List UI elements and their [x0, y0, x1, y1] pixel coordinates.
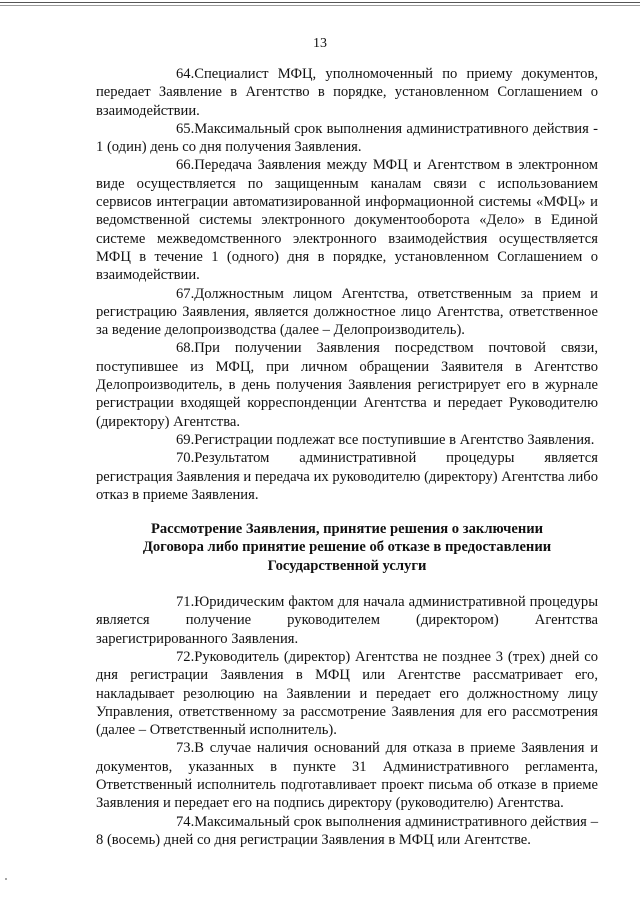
- paragraph-number: 70.: [176, 450, 195, 467]
- paragraph-71: [96, 593, 598, 648]
- paragraph-text: Должностным лицом Агентства, ответственным за прием и регистрацию Заявления, является должностное лицо Агентства, ответственное за ведение делопроизводства (далее – Делопроизводитель).: [96, 285, 598, 339]
- top-scan-edge-secondary: [0, 5, 640, 6]
- paragraph-number: 64.: [176, 66, 195, 82]
- scan-speck: [5, 878, 7, 880]
- paragraph-text: Регистрации подлежат все поступившие в Агентство Заявления.: [194, 431, 595, 448]
- paragraph-65: [96, 120, 598, 157]
- paragraph-64: [96, 65, 598, 120]
- section-heading-line: Государственной услуги: [267, 557, 427, 574]
- paragraph-number: 65.: [176, 120, 195, 137]
- paragraph-text: Юридическим фактом для начала административной процедуры является получение руководителем (директором) Агентства зарегистрированного Заявления.: [96, 594, 598, 647]
- paragraph-number: 73.: [176, 740, 195, 757]
- paragraph-68: [96, 339, 598, 430]
- paragraph-text: Передача Заявления между МФЦ и Агентством в электронном виде осуществляется по защищенным каналам связи с использованием сервисов интеграции автоматизированной информационной системы «МФЦ» и ведомственной системы электронного документооборота «Дело» в Единой системе межведомственного электронного взаимодействия осуществляется МФЦ в течение 1 (одного) дня в порядке, установленном Соглашением о взаимодействии.: [96, 157, 598, 284]
- paragraph-74: [96, 813, 598, 850]
- paragraph-number: 72.: [176, 648, 195, 665]
- paragraph-text: Специалист МФЦ, уполномоченный по приему документов, передает Заявление в Агентство в порядке, установленном Соглашением о взаимодействии.: [96, 66, 598, 119]
- paragraph-text: В случае наличия оснований для отказа в приеме Заявления и документов, указанных в пункте 31 Административного регламента, Ответственный исполнитель подготавливает проект письма об отказе в приеме Заявления и передает его на подпись директору (руководителю) Агентства.: [96, 740, 598, 812]
- page-number: 13: [313, 36, 327, 51]
- paragraph-67: [96, 285, 598, 340]
- paragraph-text: Максимальный срок выполнения административного действия - 1 (один) день со дня получения Заявления.: [96, 120, 598, 156]
- top-scan-edge: [0, 2, 640, 3]
- paragraph-70: [96, 449, 598, 504]
- paragraph-number: 71.: [176, 594, 195, 611]
- paragraph-66: [96, 156, 598, 284]
- document-body: [96, 65, 598, 849]
- section-heading-line: Рассмотрение Заявления, принятие решения о заключении: [150, 521, 544, 538]
- paragraph-69: [96, 431, 598, 449]
- paragraph-number: 74.: [176, 813, 195, 830]
- paragraph-number: 66.: [176, 157, 195, 174]
- paragraph-number: 69.: [176, 431, 195, 448]
- paragraph-73: [96, 739, 598, 812]
- paragraph-text: При получении Заявления посредством почтовой связи, поступившее из МФЦ, при личном обращении Заявителя в Агентство Делопроизводитель, в день получения Заявления регистрирует его в журнале регистрации входящей корреспонденции Агентства и передает Руководителю (директору) Агентства.: [96, 340, 598, 430]
- paragraph-text: Результатом административной процедуры является регистрация Заявления и передача их руководителю (директору) Агентства либо отказ в приеме Заявления.: [96, 450, 598, 503]
- paragraph-text: Максимальный срок выполнения административного действия – 8 (восемь) дней со дня регистрации Заявления в МФЦ или Агентстве.: [96, 813, 598, 848]
- paragraph-text: Руководитель (директор) Агентства не позднее 3 (трех) дней со дня регистрации Заявления в МФЦ или Агентстве рассматривает его, накладывает резолюцию на Заявлении и передает его должностному лицу Управления, ответственному за рассмотрение Заявления для его рассмотрения (далее – Ответственный исполнитель).: [96, 648, 598, 739]
- paragraph-number: 68.: [176, 340, 195, 357]
- section-heading-line: Договора либо принятие решение об отказе в предоставлении: [142, 539, 552, 556]
- paragraph-number: 67.: [176, 285, 195, 302]
- paragraph-72: [96, 648, 598, 739]
- section-heading: [96, 520, 598, 575]
